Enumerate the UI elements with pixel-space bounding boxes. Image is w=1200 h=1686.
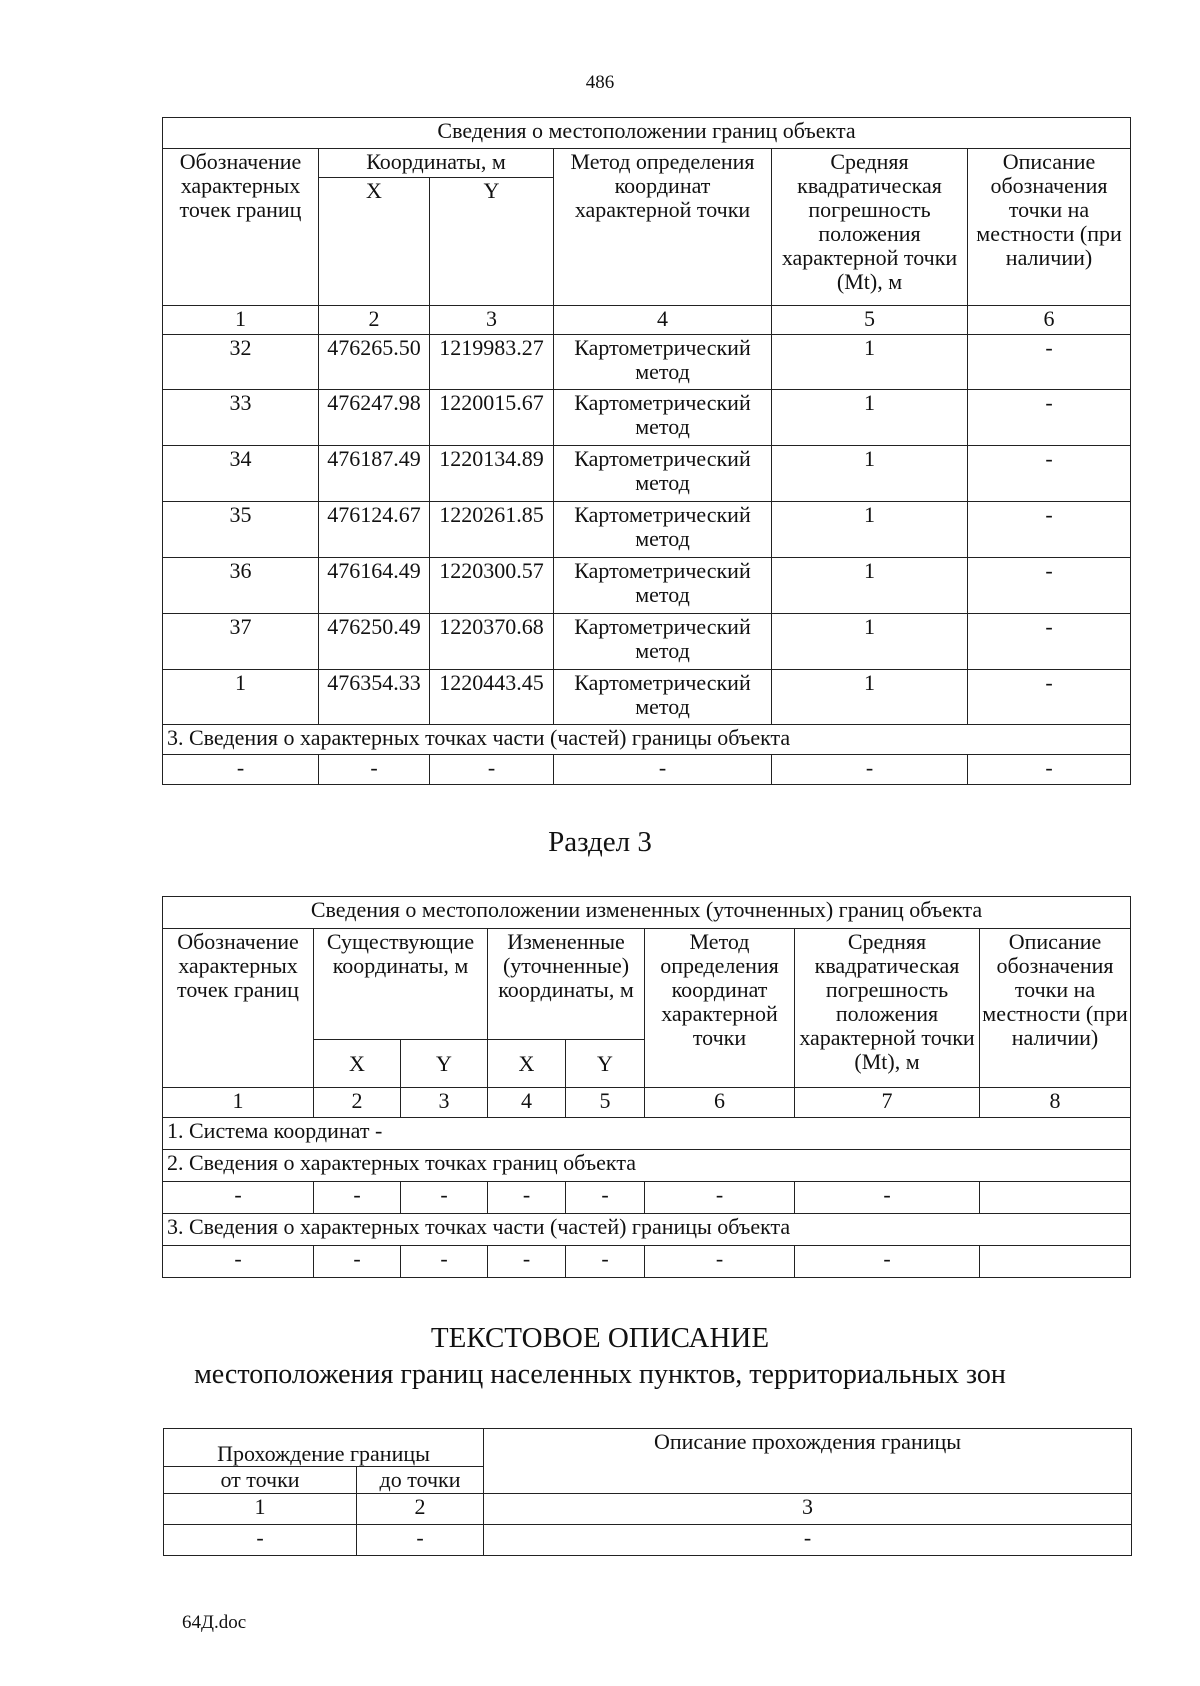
table-row <box>163 1182 1131 1214</box>
table-row <box>163 502 1131 558</box>
y-cell: 1220370.68 <box>430 614 554 670</box>
header-from: от точки <box>164 1467 357 1494</box>
col-number: 5 <box>566 1088 645 1118</box>
description-cell: - <box>968 558 1131 614</box>
empty-cell: - <box>163 1182 314 1214</box>
empty-cell: - <box>401 1182 488 1214</box>
col-number: 6 <box>968 306 1131 335</box>
error-cell: 1 <box>772 335 968 390</box>
empty-cell: - <box>163 1246 314 1278</box>
col-number: 8 <box>980 1088 1131 1118</box>
part-heading: 3. Сведения о характерных точках части (частей) границы объекта <box>163 1214 1131 1246</box>
points-heading: 2. Сведения о характерных точках границ объекта <box>163 1150 1131 1182</box>
y-cell: 1220443.45 <box>430 670 554 725</box>
col-number: 3 <box>430 306 554 335</box>
y-cell: 1220261.85 <box>430 502 554 558</box>
empty-cell: - <box>795 1246 980 1278</box>
method-cell: Картометрический метод <box>554 446 772 502</box>
col-number: 3 <box>484 1494 1132 1525</box>
header-description: Описание обозначения точки на местности (при наличии) <box>980 929 1131 1088</box>
description-cell: - <box>968 614 1131 670</box>
empty-cell: - <box>314 1182 401 1214</box>
header-x: X <box>319 178 430 306</box>
col-number: 2 <box>357 1494 484 1525</box>
part-heading: 3. Сведения о характерных точках части (частей) границы объекта <box>163 725 1131 755</box>
empty-cell: - <box>163 755 319 785</box>
point-cell: 35 <box>163 502 319 558</box>
empty-cell: - <box>484 1525 1132 1556</box>
col-number: 7 <box>795 1088 980 1118</box>
boundary-points-table <box>162 117 1131 785</box>
header-points: Обозначение характерных точек границ <box>163 929 314 1088</box>
column-numbers-row <box>163 1088 1131 1118</box>
header-to: до точки <box>357 1467 484 1494</box>
table-row <box>163 558 1131 614</box>
boundary-passage-table <box>163 1428 1132 1556</box>
error-cell: 1 <box>772 446 968 502</box>
empty-cell: - <box>488 1182 566 1214</box>
description-cell: - <box>968 390 1131 446</box>
empty-cell: - <box>772 755 968 785</box>
col-number: 1 <box>163 306 319 335</box>
header-description: Описание прохождения границы <box>484 1429 1132 1494</box>
table-row <box>163 446 1131 502</box>
point-cell: 1 <box>163 670 319 725</box>
col-number: 3 <box>401 1088 488 1118</box>
method-cell: Картометрический метод <box>554 670 772 725</box>
table-row <box>163 1246 1131 1278</box>
coord-system-row: 1. Система координат - <box>163 1118 1131 1150</box>
changed-boundary-table <box>162 896 1131 1278</box>
col-number: 4 <box>554 306 772 335</box>
table-row <box>163 335 1131 390</box>
method-cell: Картометрический метод <box>554 335 772 390</box>
empty-cell <box>980 1182 1131 1214</box>
point-cell: 37 <box>163 614 319 670</box>
header-method: Метод определения координат характерной точки <box>554 149 772 306</box>
empty-cell: - <box>566 1246 645 1278</box>
x-cell: 476124.67 <box>319 502 430 558</box>
section-title: Раздел 3 <box>548 826 652 858</box>
header-passage: Прохождение границы <box>164 1429 484 1467</box>
empty-cell: - <box>488 1246 566 1278</box>
header-changed-y: Y <box>566 1040 645 1088</box>
empty-cell: - <box>319 755 430 785</box>
table-row <box>163 390 1131 446</box>
method-cell: Картометрический метод <box>554 558 772 614</box>
empty-cell <box>980 1246 1131 1278</box>
x-cell: 476250.49 <box>319 614 430 670</box>
column-numbers-row <box>163 306 1131 335</box>
error-cell: 1 <box>772 502 968 558</box>
table-row <box>163 670 1131 725</box>
x-cell: 476265.50 <box>319 335 430 390</box>
text-description-title: ТЕКСТОВОЕ ОПИСАНИЕ <box>430 1322 770 1354</box>
error-cell: 1 <box>772 558 968 614</box>
empty-cell: - <box>164 1525 357 1556</box>
empty-cell: - <box>357 1525 484 1556</box>
page-number: 486 <box>585 72 615 93</box>
col-number: 4 <box>488 1088 566 1118</box>
col-number: 1 <box>163 1088 314 1118</box>
x-cell: 476247.98 <box>319 390 430 446</box>
table-row <box>163 755 1131 785</box>
description-cell: - <box>968 335 1131 390</box>
col-number: 1 <box>164 1494 357 1525</box>
point-cell: 33 <box>163 390 319 446</box>
empty-cell: - <box>968 755 1131 785</box>
x-cell: 476164.49 <box>319 558 430 614</box>
empty-cell: - <box>314 1246 401 1278</box>
method-cell: Картометрический метод <box>554 614 772 670</box>
y-cell: 1220134.89 <box>430 446 554 502</box>
method-cell: Картометрический метод <box>554 502 772 558</box>
empty-cell: - <box>566 1182 645 1214</box>
error-cell: 1 <box>772 670 968 725</box>
header-error: Средняя квадратическая погрешность положения характерной точки (Mt), м <box>772 149 968 306</box>
error-cell: 1 <box>772 390 968 446</box>
header-description: Описание обозначения точки на местности (при наличии) <box>968 149 1131 306</box>
col-number: 5 <box>772 306 968 335</box>
table-row <box>164 1525 1132 1556</box>
y-cell: 1220015.67 <box>430 390 554 446</box>
col-number: 2 <box>314 1088 401 1118</box>
header-y: Y <box>430 178 554 306</box>
method-cell: Картометрический метод <box>554 390 772 446</box>
empty-cell: - <box>795 1182 980 1214</box>
table-row <box>163 614 1131 670</box>
header-points: Обозначение характерных точек границ <box>163 149 319 306</box>
point-cell: 32 <box>163 335 319 390</box>
header-changed: Измененные (уточненные) координаты, м <box>488 929 645 1040</box>
y-cell: 1219983.27 <box>430 335 554 390</box>
header-error: Средняя квадратическая погрешность положения характерной точки (Mt), м <box>795 929 980 1088</box>
y-cell: 1220300.57 <box>430 558 554 614</box>
point-cell: 36 <box>163 558 319 614</box>
col-number: 6 <box>645 1088 795 1118</box>
col-number: 2 <box>319 306 430 335</box>
description-cell: - <box>968 446 1131 502</box>
header-changed-x: X <box>488 1040 566 1088</box>
header-method: Метод определения координат характерной точки <box>645 929 795 1088</box>
x-cell: 476187.49 <box>319 446 430 502</box>
empty-cell: - <box>401 1246 488 1278</box>
table2-title: Сведения о местоположении измененных (уточненных) границ объекта <box>163 897 1131 929</box>
error-cell: 1 <box>772 614 968 670</box>
header-existing-x: X <box>314 1040 401 1088</box>
table1-title: Сведения о местоположении границ объекта <box>163 118 1131 149</box>
header-existing: Существующие координаты, м <box>314 929 488 1040</box>
empty-cell: - <box>554 755 772 785</box>
empty-cell: - <box>645 1182 795 1214</box>
empty-cell: - <box>430 755 554 785</box>
x-cell: 476354.33 <box>319 670 430 725</box>
column-numbers-row <box>164 1494 1132 1525</box>
text-description-subtitle: местоположения границ населенных пунктов, территориальных зон <box>194 1359 1006 1390</box>
header-coords: Координаты, м <box>319 149 554 178</box>
description-cell: - <box>968 670 1131 725</box>
empty-cell: - <box>645 1246 795 1278</box>
footer-filename: 64Д.doc <box>182 1612 247 1633</box>
header-existing-y: Y <box>401 1040 488 1088</box>
description-cell: - <box>968 502 1131 558</box>
point-cell: 34 <box>163 446 319 502</box>
